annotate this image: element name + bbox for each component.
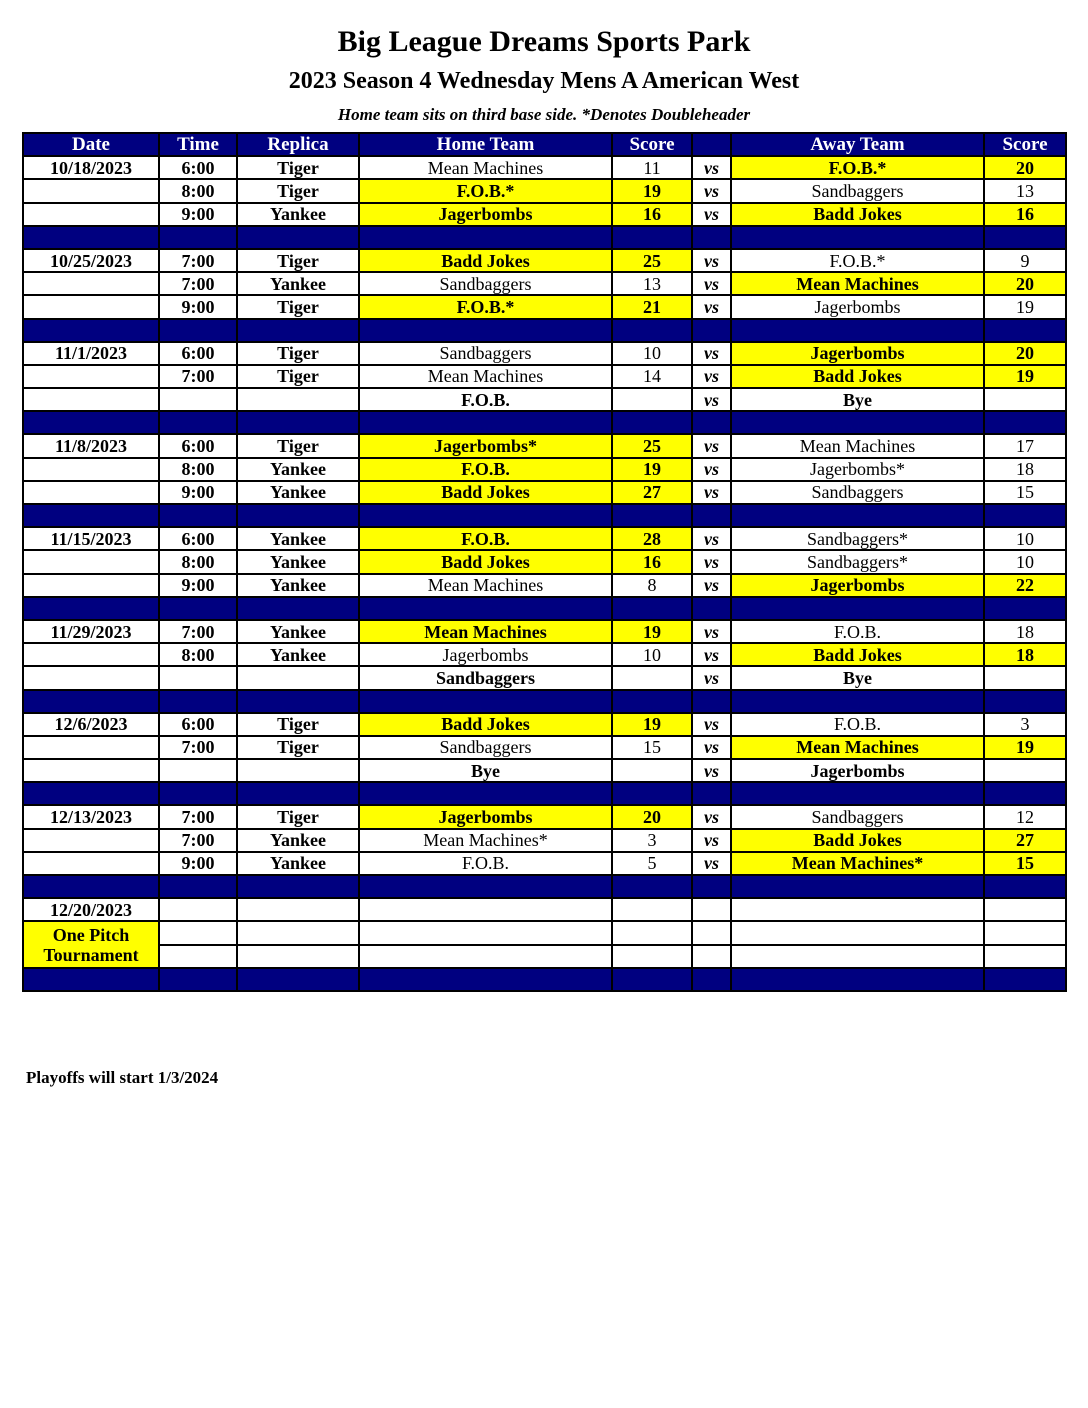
away-score: 9 [984, 249, 1066, 272]
game-replica: Tiger [237, 434, 359, 457]
away-score: 20 [984, 342, 1066, 365]
game-replica: Yankee [237, 550, 359, 573]
game-date: 12/13/2023 [23, 805, 159, 828]
schedule-body [23, 156, 1066, 991]
game-replica: Yankee [237, 620, 359, 643]
home-score: 11 [612, 156, 692, 179]
game-date [23, 666, 159, 689]
home-score [612, 666, 692, 689]
away-team: Mean Machines [731, 434, 984, 457]
separator-row [23, 968, 1066, 991]
game-row [23, 179, 1066, 202]
home-team: Badd Jokes [359, 481, 612, 504]
game-date [23, 759, 159, 782]
game-date: 11/1/2023 [23, 342, 159, 365]
game-date [23, 272, 159, 295]
away-score: 3 [984, 713, 1066, 736]
away-score: 13 [984, 179, 1066, 202]
away-team: Mean Machines [731, 272, 984, 295]
game-replica: Yankee [237, 852, 359, 875]
away-team: Sandbaggers* [731, 550, 984, 573]
vs-label: vs [692, 458, 731, 481]
vs-label: vs [692, 666, 731, 689]
vs-label: vs [692, 829, 731, 852]
game-row [23, 829, 1066, 852]
game-row [23, 620, 1066, 643]
game-date [23, 458, 159, 481]
vs-label: vs [692, 179, 731, 202]
final-week-row [23, 945, 1066, 968]
home-team: Jagerbombs [359, 805, 612, 828]
game-row [23, 203, 1066, 226]
game-row [23, 805, 1066, 828]
game-replica [237, 759, 359, 782]
game-replica: Yankee [237, 272, 359, 295]
game-date [23, 736, 159, 759]
col-header-time: Time [159, 133, 237, 156]
away-team: Sandbaggers [731, 481, 984, 504]
vs-label: vs [692, 388, 731, 411]
vs-label: vs [692, 759, 731, 782]
home-score: 5 [612, 852, 692, 875]
game-time: 6:00 [159, 713, 237, 736]
game-time: 7:00 [159, 829, 237, 852]
home-score: 16 [612, 203, 692, 226]
game-replica: Yankee [237, 481, 359, 504]
away-team: Jagerbombs [731, 574, 984, 597]
home-team: F.O.B.* [359, 179, 612, 202]
schedule-table [22, 132, 1067, 992]
home-team: F.O.B. [359, 852, 612, 875]
home-team: Mean Machines [359, 156, 612, 179]
game-row [23, 156, 1066, 179]
game-time [159, 388, 237, 411]
game-row [23, 574, 1066, 597]
home-score [612, 759, 692, 782]
away-score: 17 [984, 434, 1066, 457]
home-team: Badd Jokes [359, 249, 612, 272]
game-date [23, 481, 159, 504]
vs-label: vs [692, 736, 731, 759]
game-date [23, 203, 159, 226]
away-score: 19 [984, 736, 1066, 759]
header-row [23, 133, 1066, 156]
game-replica: Tiger [237, 156, 359, 179]
home-score: 19 [612, 620, 692, 643]
game-time: 6:00 [159, 527, 237, 550]
home-team: Jagerbombs [359, 203, 612, 226]
game-time: 9:00 [159, 574, 237, 597]
home-team: Mean Machines* [359, 829, 612, 852]
home-team: Bye [359, 759, 612, 782]
home-score: 8 [612, 574, 692, 597]
home-team: Badd Jokes [359, 550, 612, 573]
vs-label: vs [692, 156, 731, 179]
away-team: F.O.B.* [731, 249, 984, 272]
away-score: 10 [984, 550, 1066, 573]
away-team: Badd Jokes [731, 829, 984, 852]
game-date [23, 643, 159, 666]
game-time: 6:00 [159, 434, 237, 457]
away-score: 20 [984, 272, 1066, 295]
away-score: 18 [984, 643, 1066, 666]
away-score: 12 [984, 805, 1066, 828]
away-team: Mean Machines* [731, 852, 984, 875]
game-row [23, 272, 1066, 295]
game-row [23, 481, 1066, 504]
game-replica [237, 388, 359, 411]
game-date: 11/8/2023 [23, 434, 159, 457]
vs-label: vs [692, 203, 731, 226]
game-date [23, 852, 159, 875]
home-team: Jagerbombs [359, 643, 612, 666]
away-team: Jagerbombs [731, 759, 984, 782]
home-score: 28 [612, 527, 692, 550]
home-score: 19 [612, 179, 692, 202]
vs-label: vs [692, 434, 731, 457]
away-team: Sandbaggers* [731, 527, 984, 550]
game-time: 6:00 [159, 156, 237, 179]
game-row [23, 713, 1066, 736]
game-date [23, 295, 159, 318]
col-header-home-score: Score [612, 133, 692, 156]
away-score: 18 [984, 620, 1066, 643]
away-score: 19 [984, 295, 1066, 318]
away-team: Badd Jokes [731, 643, 984, 666]
home-score: 27 [612, 481, 692, 504]
home-score: 16 [612, 550, 692, 573]
col-header-home-team: Home Team [359, 133, 612, 156]
vs-label: vs [692, 620, 731, 643]
vs-label: vs [692, 295, 731, 318]
game-time: 9:00 [159, 481, 237, 504]
schedule-subtitle: 2023 Season 4 Wednesday Mens A American West [288, 68, 800, 94]
away-score [984, 759, 1066, 782]
game-time: 8:00 [159, 458, 237, 481]
away-score: 22 [984, 574, 1066, 597]
game-time: 9:00 [159, 852, 237, 875]
separator-row [23, 411, 1066, 434]
away-score: 18 [984, 458, 1066, 481]
home-team: Badd Jokes [359, 713, 612, 736]
game-date: 10/25/2023 [23, 249, 159, 272]
game-replica: Yankee [237, 527, 359, 550]
game-time: 7:00 [159, 620, 237, 643]
game-date [23, 574, 159, 597]
game-date [23, 388, 159, 411]
game-replica: Tiger [237, 295, 359, 318]
game-row [23, 643, 1066, 666]
col-header-replica: Replica [237, 133, 359, 156]
away-team: Jagerbombs [731, 295, 984, 318]
game-row [23, 249, 1066, 272]
home-team: F.O.B. [359, 527, 612, 550]
separator-row [23, 690, 1066, 713]
away-score: 15 [984, 852, 1066, 875]
game-time: 7:00 [159, 249, 237, 272]
game-replica: Tiger [237, 365, 359, 388]
final-week-row [23, 921, 1066, 944]
away-team: F.O.B. [731, 620, 984, 643]
separator-row [23, 782, 1066, 805]
tournament-line-2: Tournament [43, 944, 139, 965]
home-score: 10 [612, 342, 692, 365]
away-score: 10 [984, 527, 1066, 550]
away-score: 19 [984, 365, 1066, 388]
vs-label: vs [692, 272, 731, 295]
vs-label: vs [692, 713, 731, 736]
game-row [23, 550, 1066, 573]
home-score: 20 [612, 805, 692, 828]
schedule-note: Home team sits on third base side. *Denotes Doubleheader [337, 105, 751, 124]
page-title: Big League Dreams Sports Park [337, 25, 751, 58]
game-row [23, 342, 1066, 365]
game-time: 7:00 [159, 365, 237, 388]
away-score: 15 [984, 481, 1066, 504]
game-date: 12/6/2023 [23, 713, 159, 736]
game-row [23, 365, 1066, 388]
game-date [23, 179, 159, 202]
game-row [23, 527, 1066, 550]
game-replica [237, 666, 359, 689]
vs-label: vs [692, 550, 731, 573]
home-score: 19 [612, 458, 692, 481]
game-time: 8:00 [159, 550, 237, 573]
home-team: F.O.B. [359, 458, 612, 481]
vs-label: vs [692, 805, 731, 828]
game-row [23, 458, 1066, 481]
away-team: Badd Jokes [731, 365, 984, 388]
game-replica: Tiger [237, 713, 359, 736]
col-header-date: Date [23, 133, 159, 156]
away-score: 16 [984, 203, 1066, 226]
vs-label: vs [692, 249, 731, 272]
home-score: 13 [612, 272, 692, 295]
game-row [23, 759, 1066, 782]
home-score: 3 [612, 829, 692, 852]
game-row [23, 736, 1066, 759]
game-time: 9:00 [159, 203, 237, 226]
game-replica: Tiger [237, 249, 359, 272]
game-time: 7:00 [159, 736, 237, 759]
away-team: Sandbaggers [731, 805, 984, 828]
vs-label: vs [692, 527, 731, 550]
away-score: 20 [984, 156, 1066, 179]
game-row [23, 295, 1066, 318]
home-team: Mean Machines [359, 620, 612, 643]
col-header-vs [692, 133, 731, 156]
away-team: F.O.B.* [731, 156, 984, 179]
game-date: 10/18/2023 [23, 156, 159, 179]
game-time: 6:00 [159, 342, 237, 365]
separator-row [23, 319, 1066, 342]
game-time: 7:00 [159, 272, 237, 295]
game-replica: Tiger [237, 342, 359, 365]
game-replica: Yankee [237, 458, 359, 481]
away-score: 27 [984, 829, 1066, 852]
game-row [23, 434, 1066, 457]
game-time: 7:00 [159, 805, 237, 828]
game-replica: Tiger [237, 736, 359, 759]
tournament-line-1: One Pitch [52, 924, 130, 945]
game-date [23, 550, 159, 573]
home-score: 19 [612, 713, 692, 736]
separator-row [23, 226, 1066, 249]
home-team: Sandbaggers [359, 736, 612, 759]
game-date: 11/15/2023 [23, 527, 159, 550]
away-team: Jagerbombs [731, 342, 984, 365]
game-time [159, 759, 237, 782]
game-replica: Tiger [237, 179, 359, 202]
vs-label: vs [692, 365, 731, 388]
home-team: Jagerbombs* [359, 434, 612, 457]
home-score: 10 [612, 643, 692, 666]
game-time [159, 666, 237, 689]
tournament-label [23, 921, 159, 967]
home-team: Mean Machines [359, 574, 612, 597]
home-score: 21 [612, 295, 692, 318]
game-time: 8:00 [159, 643, 237, 666]
home-team: Sandbaggers [359, 666, 612, 689]
game-replica: Yankee [237, 574, 359, 597]
away-team: Sandbaggers [731, 179, 984, 202]
game-row [23, 388, 1066, 411]
home-team: F.O.B. [359, 388, 612, 411]
playoffs-note: Playoffs will start 1/3/2024 [26, 1068, 219, 1087]
vs-label: vs [692, 643, 731, 666]
final-date: 12/20/2023 [23, 898, 159, 921]
home-team: Mean Machines [359, 365, 612, 388]
vs-label: vs [692, 342, 731, 365]
separator-row [23, 875, 1066, 898]
home-team: Sandbaggers [359, 272, 612, 295]
game-time: 8:00 [159, 179, 237, 202]
away-team: F.O.B. [731, 713, 984, 736]
away-team: Bye [731, 388, 984, 411]
away-team: Jagerbombs* [731, 458, 984, 481]
home-score [612, 388, 692, 411]
col-header-away-score: Score [984, 133, 1066, 156]
home-team: Sandbaggers [359, 342, 612, 365]
col-header-away-team: Away Team [731, 133, 984, 156]
game-time: 9:00 [159, 295, 237, 318]
game-date: 11/29/2023 [23, 620, 159, 643]
away-score [984, 388, 1066, 411]
game-date [23, 829, 159, 852]
separator-row [23, 597, 1066, 620]
away-team: Mean Machines [731, 736, 984, 759]
game-row [23, 666, 1066, 689]
separator-row [23, 504, 1066, 527]
away-team: Bye [731, 666, 984, 689]
game-date [23, 365, 159, 388]
home-team: F.O.B.* [359, 295, 612, 318]
away-score [984, 666, 1066, 689]
home-score: 25 [612, 434, 692, 457]
game-replica: Yankee [237, 203, 359, 226]
vs-label: vs [692, 852, 731, 875]
vs-label: vs [692, 574, 731, 597]
game-replica: Tiger [237, 805, 359, 828]
final-week-row [23, 898, 1066, 921]
game-replica: Yankee [237, 829, 359, 852]
home-score: 15 [612, 736, 692, 759]
vs-label: vs [692, 481, 731, 504]
away-team: Badd Jokes [731, 203, 984, 226]
home-score: 25 [612, 249, 692, 272]
game-row [23, 852, 1066, 875]
home-score: 14 [612, 365, 692, 388]
game-replica: Yankee [237, 643, 359, 666]
